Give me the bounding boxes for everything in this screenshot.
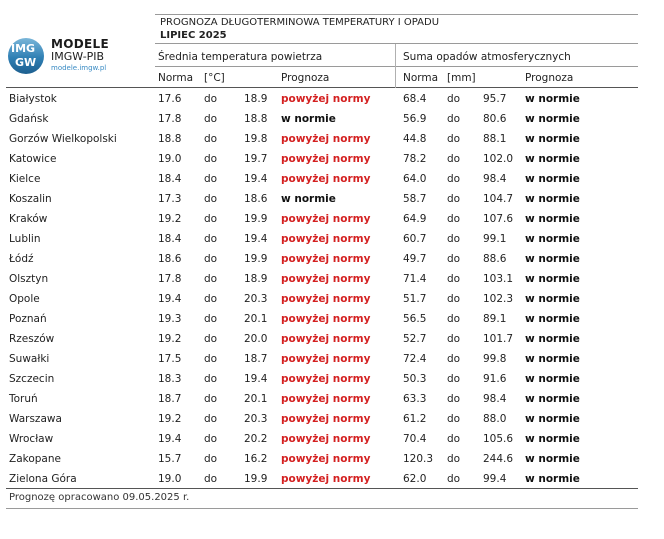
temp-range-word: do <box>204 473 218 485</box>
temp-forecast: powyżej normy <box>281 213 371 225</box>
precip-norm-low: 51.7 <box>403 293 427 305</box>
temp-forecast: powyżej normy <box>281 373 371 385</box>
city-name: Zakopane <box>9 453 61 465</box>
temp-norm-low: 18.3 <box>158 373 182 385</box>
temp-norm-low: 18.4 <box>158 173 182 185</box>
temp-norm-high: 18.8 <box>244 113 268 125</box>
table-row <box>6 169 638 189</box>
table-row <box>6 449 638 469</box>
city-name: Białystok <box>9 93 57 105</box>
precip-range-word: do <box>447 453 461 465</box>
precip-forecast: w normie <box>525 93 580 105</box>
temp-norm-low: 19.0 <box>158 473 182 485</box>
precip-norm-high: 89.1 <box>483 313 507 325</box>
temp-norm-high: 18.6 <box>244 193 268 205</box>
temp-norm-high: 18.7 <box>244 353 268 365</box>
document-title: PROGNOZA DŁUGOTERMINOWA TEMPERATURY I OPADU <box>160 17 440 28</box>
logo-circle-bottom-text: GW <box>15 56 37 69</box>
temp-norm-low: 15.7 <box>158 453 182 465</box>
precip-norm-high: 107.6 <box>483 213 514 225</box>
table-row <box>6 289 638 309</box>
precip-range-word: do <box>447 373 461 385</box>
top-rule <box>155 14 638 15</box>
temp-range-word: do <box>204 373 218 385</box>
imgw-logo <box>8 38 153 74</box>
temp-forecast: powyżej normy <box>281 333 371 345</box>
precip-range-word: do <box>447 433 461 445</box>
precip-norm-low: 64.9 <box>403 213 427 225</box>
table-row <box>6 129 638 149</box>
temp-norm-high: 20.1 <box>244 313 268 325</box>
precip-norm-high: 101.7 <box>483 333 514 345</box>
city-name: Szczecin <box>9 373 55 385</box>
temp-forecast: powyżej normy <box>281 313 371 325</box>
precip-norm-low: 52.7 <box>403 333 427 345</box>
logo-url: modele.imgw.pl <box>51 64 107 72</box>
precip-forecast: w normie <box>525 173 580 185</box>
temp-norm-high: 20.1 <box>244 393 268 405</box>
table-row <box>6 309 638 329</box>
precip-norm-high: 99.8 <box>483 353 507 365</box>
temp-norm-high: 19.9 <box>244 473 268 485</box>
logo-name: MODELE <box>51 37 109 51</box>
temp-norm-low: 17.3 <box>158 193 182 205</box>
city-name: Suwałki <box>9 353 50 365</box>
temp-forecast: powyżej normy <box>281 153 371 165</box>
precip-range-word: do <box>447 313 461 325</box>
table-row <box>6 189 638 209</box>
temp-norm-high: 18.9 <box>244 273 268 285</box>
temp-norm-high: 18.9 <box>244 93 268 105</box>
temp-forecast: powyżej normy <box>281 253 371 265</box>
precip-norm-high: 98.4 <box>483 393 507 405</box>
city-name: Olsztyn <box>9 273 49 285</box>
precip-range-word: do <box>447 193 461 205</box>
temp-range-word: do <box>204 113 218 125</box>
precip-norm-low: 56.5 <box>403 313 427 325</box>
temp-forecast: powyżej normy <box>281 353 371 365</box>
precip-range-word: do <box>447 333 461 345</box>
precip-forecast: w normie <box>525 373 580 385</box>
table-row <box>6 389 638 409</box>
city-name: Warszawa <box>9 413 62 425</box>
precip-forecast: w normie <box>525 453 580 465</box>
precip-range-word: do <box>447 213 461 225</box>
precip-range-word: do <box>447 173 461 185</box>
precip-norm-high: 95.7 <box>483 93 507 105</box>
temp-norm-low: 19.2 <box>158 413 182 425</box>
precip-norm-low: 50.3 <box>403 373 427 385</box>
precip-norm-high: 80.6 <box>483 113 507 125</box>
temp-forecast: powyżej normy <box>281 393 371 405</box>
city-name: Opole <box>9 293 40 305</box>
temp-range-word: do <box>204 433 218 445</box>
temp-forecast: powyżej normy <box>281 453 371 465</box>
table-row <box>6 109 638 129</box>
precip-forecast: w normie <box>525 153 580 165</box>
precip-norm-low: 64.0 <box>403 173 427 185</box>
precip-range-word: do <box>447 153 461 165</box>
temp-forecast: w normie <box>281 113 336 125</box>
precip-norm-high: 105.6 <box>483 433 514 445</box>
precip-norm-low: 72.4 <box>403 353 427 365</box>
precip-norm-high: 102.0 <box>483 153 514 165</box>
precip-norm-low: 120.3 <box>403 453 434 465</box>
temperature-group-header: Średnia temperatura powietrza <box>158 51 323 63</box>
temp-range-word: do <box>204 233 218 245</box>
precip-forecast: w normie <box>525 333 580 345</box>
temp-prognoza-header: Prognoza <box>281 72 330 84</box>
temp-norm-low: 19.4 <box>158 293 182 305</box>
temp-norm-high: 19.4 <box>244 373 268 385</box>
city-name: Rzeszów <box>9 333 55 345</box>
temp-range-word: do <box>204 153 218 165</box>
temp-range-word: do <box>204 453 218 465</box>
city-name: Kielce <box>9 173 41 185</box>
precip-norm-high: 91.6 <box>483 373 507 385</box>
precip-range-word: do <box>447 93 461 105</box>
temp-forecast: powyżej normy <box>281 133 371 145</box>
document-subtitle: LIPIEC 2025 <box>160 30 227 41</box>
temp-norm-high: 20.0 <box>244 333 268 345</box>
precip-range-word: do <box>447 353 461 365</box>
temp-unit-header: [°C] <box>204 72 225 84</box>
precip-norm-high: 88.6 <box>483 253 507 265</box>
precip-norm-low: 68.4 <box>403 93 427 105</box>
header-rule <box>6 87 638 88</box>
city-name: Łódź <box>9 253 34 265</box>
temp-range-word: do <box>204 293 218 305</box>
temp-forecast: powyżej normy <box>281 93 371 105</box>
table-row <box>6 229 638 249</box>
city-name: Kraków <box>9 213 48 225</box>
table-row <box>6 409 638 429</box>
precip-forecast: w normie <box>525 433 580 445</box>
precip-norm-low: 58.7 <box>403 193 427 205</box>
precip-norm-low: 71.4 <box>403 273 427 285</box>
temp-forecast: powyżej normy <box>281 173 371 185</box>
temp-norm-low: 19.4 <box>158 433 182 445</box>
temp-norm-low: 19.3 <box>158 313 182 325</box>
table-row <box>6 149 638 169</box>
globe-logo-icon <box>8 38 44 74</box>
precip-range-word: do <box>447 113 461 125</box>
temp-forecast: powyżej normy <box>281 433 371 445</box>
temp-norm-low: 17.5 <box>158 353 182 365</box>
temp-forecast: powyżej normy <box>281 293 371 305</box>
precip-forecast: w normie <box>525 233 580 245</box>
precip-unit-header: [mm] <box>447 72 476 84</box>
precip-norm-high: 104.7 <box>483 193 514 205</box>
temp-norm-low: 17.8 <box>158 113 182 125</box>
precip-range-word: do <box>447 253 461 265</box>
precip-range-word: do <box>447 293 461 305</box>
temp-range-word: do <box>204 333 218 345</box>
precip-norm-high: 244.6 <box>483 453 514 465</box>
precip-forecast: w normie <box>525 293 580 305</box>
temp-norm-low: 18.4 <box>158 233 182 245</box>
table-row <box>6 209 638 229</box>
temp-norm-low: 18.8 <box>158 133 182 145</box>
precip-norm-low: 60.7 <box>403 233 427 245</box>
precip-norm-low: 56.9 <box>403 113 427 125</box>
table-row <box>6 349 638 369</box>
temp-range-word: do <box>204 193 218 205</box>
city-name: Zielona Góra <box>9 473 77 485</box>
precip-range-word: do <box>447 273 461 285</box>
temp-norm-high: 20.3 <box>244 413 268 425</box>
precip-forecast: w normie <box>525 413 580 425</box>
temp-forecast: powyżej normy <box>281 473 371 485</box>
temp-norm-high: 19.4 <box>244 233 268 245</box>
city-name: Katowice <box>9 153 57 165</box>
precip-norm-low: 61.2 <box>403 413 427 425</box>
temp-range-word: do <box>204 213 218 225</box>
table-row <box>6 269 638 289</box>
temp-range-word: do <box>204 133 218 145</box>
precip-forecast: w normie <box>525 113 580 125</box>
temp-norma-header: Norma <box>158 72 194 84</box>
precip-norm-high: 102.3 <box>483 293 514 305</box>
city-name: Koszalin <box>9 193 52 205</box>
precip-range-word: do <box>447 233 461 245</box>
precip-forecast: w normie <box>525 213 580 225</box>
precip-range-word: do <box>447 473 461 485</box>
footer-note: Prognozę opracowano 09.05.2025 r. <box>9 492 190 503</box>
temp-norm-low: 17.6 <box>158 93 182 105</box>
precip-forecast: w normie <box>525 353 580 365</box>
temp-norm-high: 19.9 <box>244 213 268 225</box>
precip-norm-high: 103.1 <box>483 273 514 285</box>
precip-norm-low: 63.3 <box>403 393 427 405</box>
city-name: Lublin <box>9 233 41 245</box>
precip-norm-low: 70.4 <box>403 433 427 445</box>
precip-forecast: w normie <box>525 273 580 285</box>
temp-range-word: do <box>204 353 218 365</box>
temp-forecast: powyżej normy <box>281 413 371 425</box>
precip-norm-high: 98.4 <box>483 173 507 185</box>
table-row <box>6 369 638 389</box>
footer-rule <box>6 508 638 509</box>
precip-forecast: w normie <box>525 133 580 145</box>
precip-norm-high: 99.1 <box>483 233 507 245</box>
precip-norm-high: 88.0 <box>483 413 507 425</box>
temp-norm-high: 20.2 <box>244 433 268 445</box>
city-name: Wrocław <box>9 433 54 445</box>
precip-prognoza-header: Prognoza <box>525 72 574 84</box>
precip-norma-header: Norma <box>403 72 439 84</box>
city-name: Gdańsk <box>9 113 49 125</box>
temp-norm-low: 18.6 <box>158 253 182 265</box>
temp-forecast: powyżej normy <box>281 273 371 285</box>
precipitation-group-header: Suma opadów atmosferycznych <box>403 51 571 63</box>
city-name: Poznań <box>9 313 47 325</box>
precip-forecast: w normie <box>525 313 580 325</box>
temp-norm-high: 16.2 <box>244 453 268 465</box>
table-row <box>6 469 638 489</box>
temp-norm-high: 19.8 <box>244 133 268 145</box>
temp-norm-low: 19.2 <box>158 213 182 225</box>
temp-norm-high: 20.3 <box>244 293 268 305</box>
precip-norm-low: 62.0 <box>403 473 427 485</box>
precip-forecast: w normie <box>525 193 580 205</box>
city-name: Gorzów Wielkopolski <box>9 133 117 145</box>
temp-forecast: powyżej normy <box>281 233 371 245</box>
temp-norm-low: 19.0 <box>158 153 182 165</box>
temp-norm-high: 19.4 <box>244 173 268 185</box>
precip-forecast: w normie <box>525 473 580 485</box>
precip-forecast: w normie <box>525 253 580 265</box>
precip-forecast: w normie <box>525 393 580 405</box>
temp-range-word: do <box>204 413 218 425</box>
temp-range-word: do <box>204 93 218 105</box>
temp-range-word: do <box>204 253 218 265</box>
group-divider <box>395 44 396 88</box>
temp-range-word: do <box>204 313 218 325</box>
city-name: Toruń <box>9 393 38 405</box>
table-row <box>6 89 638 109</box>
table-row <box>6 249 638 269</box>
precip-norm-high: 88.1 <box>483 133 507 145</box>
title-rule <box>155 43 638 44</box>
table-row <box>6 429 638 449</box>
temp-forecast: w normie <box>281 193 336 205</box>
logo-org: IMGW-PIB <box>51 50 105 63</box>
precip-range-word: do <box>447 133 461 145</box>
precip-range-word: do <box>447 393 461 405</box>
temp-norm-low: 18.7 <box>158 393 182 405</box>
temp-norm-high: 19.9 <box>244 253 268 265</box>
precip-range-word: do <box>447 413 461 425</box>
temp-norm-high: 19.7 <box>244 153 268 165</box>
temp-range-word: do <box>204 393 218 405</box>
precip-norm-high: 99.4 <box>483 473 507 485</box>
temp-range-word: do <box>204 273 218 285</box>
precip-norm-low: 78.2 <box>403 153 427 165</box>
logo-circle-top-text: IMG <box>11 42 36 55</box>
temp-range-word: do <box>204 173 218 185</box>
group-rule <box>155 66 638 67</box>
temp-norm-low: 17.8 <box>158 273 182 285</box>
table-row <box>6 329 638 349</box>
precip-norm-low: 44.8 <box>403 133 427 145</box>
temp-norm-low: 19.2 <box>158 333 182 345</box>
precip-norm-low: 49.7 <box>403 253 427 265</box>
